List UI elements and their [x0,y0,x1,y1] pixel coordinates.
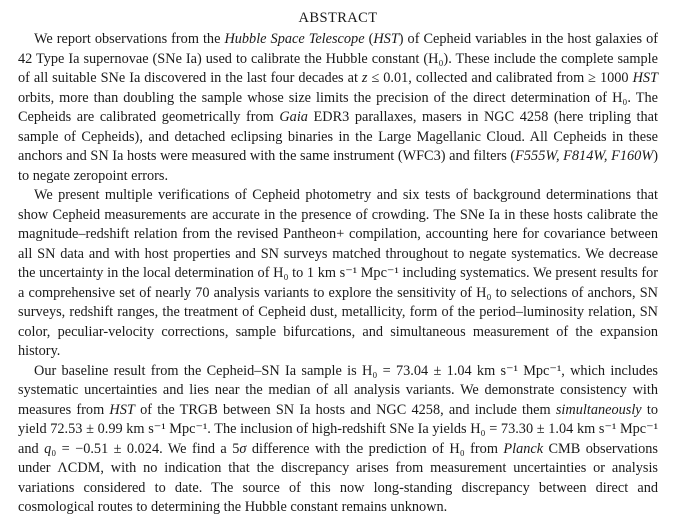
italic-run: HST [373,31,399,47]
text-run: ) of Cepheid variables in the host galaxies of 42 Type Ia supernovae (SNe Ia) used to calibrate the Hubble constant (H₀). These include the complete sample of all suitable SNe Ia discovered in the last four decades at [18,31,658,86]
text-run: CMB observations under ΛCDM, with no indication that the discrepancy arises from measurement uncertainties or analysis variations considered to date. The source of this now long-standing discrepancy between direct and cosmological routes to determining the Hubble constant remains unknown. [18,440,658,515]
text-run: to yield 72.53 ± 0.99 km s⁻¹ Mpc⁻¹. The inclusion of high-redshift SNe Ia yields H₀ = 73.30 ± 1.04 km s⁻¹ Mpc⁻¹ and [18,401,658,457]
text-run: Our baseline result from the Cepheid–SN Ia sample is H₀ = 73.04 ± 1.04 km s⁻¹ Mpc⁻¹, which includes systematic uncertainties and lies near the median of all analysis variants. We demonstrate consistency with measures from [18,362,658,418]
italic-run: σ [239,440,247,457]
text-run: ) to negate zeropoint errors. [18,148,658,184]
italic-run: Hubble Space Telescope [224,31,365,47]
text-run: We present multiple verifications of Cepheid photometry and six tests of background determinations that show Cepheid measurements are accurate in the presence of crowding. The SNe Ia in these hosts calibrate the magnitude–redshift relation from the revised Pantheon+ compilation, accounting here for covariance between all SN data and with host properties and SN surveys matched throughout to negate systematics. We decrease the uncertainty in the local determination of H₀ to 1 km s⁻¹ Mpc⁻¹ including systematics. We present results for a comprehensive set of nearly 70 analysis variants to explore the sensitivity of H₀ to selections of anchors, SN surveys, redshift ranges, the treatment of Cepheid dust, metallicity, form of the period–luminosity relation, SN color, peculiar-velocity corrections, sample bifurcations, and simultaneous measurement of the expansion history. [18,187,658,359]
italic-run: HST [632,70,658,86]
text-run: ₀ = −0.51 ± 0.024. We find a 5 [51,440,240,457]
text-run: orbits, more than doubling the sample whose size limits the precision of the direct determination of H₀. The Cepheids are calibrated geometrically from [18,89,658,125]
text-run: We report observations from the [34,31,225,47]
italic-run: q [44,440,52,457]
text-run: ≤ 0.01, collected and calibrated from ≥ 1000 [367,70,633,86]
italic-run: HST [109,401,135,418]
text-run: EDR3 parallaxes, masers in NGC 4258 (here tripling that sample of Cepheids), and detached eclipsing binaries in the Large Magellanic Cloud. All Cepheids in these anchors and SN Ia hosts were measured with the same instrument (WFC3) and filters ( [18,109,658,164]
text-run: of the TRGB between SN Ia hosts and NGC 4258, and include them [134,401,556,418]
abstract-paragraph-3 [18,362,658,518]
text-run: difference with the prediction of H₀ from [246,440,504,457]
text-run: ( [364,31,374,47]
abstract-paragraph-2 [18,186,658,362]
italic-run: Gaia [279,109,308,125]
italic-run: F555W, F814W, F160W [515,148,654,164]
italic-run: simultaneously [555,401,642,418]
italic-run: Planck [503,440,544,457]
abstract-heading: ABSTRACT [298,10,378,26]
italic-run: z [361,70,368,86]
abstract-paragraph-1 [18,30,658,186]
